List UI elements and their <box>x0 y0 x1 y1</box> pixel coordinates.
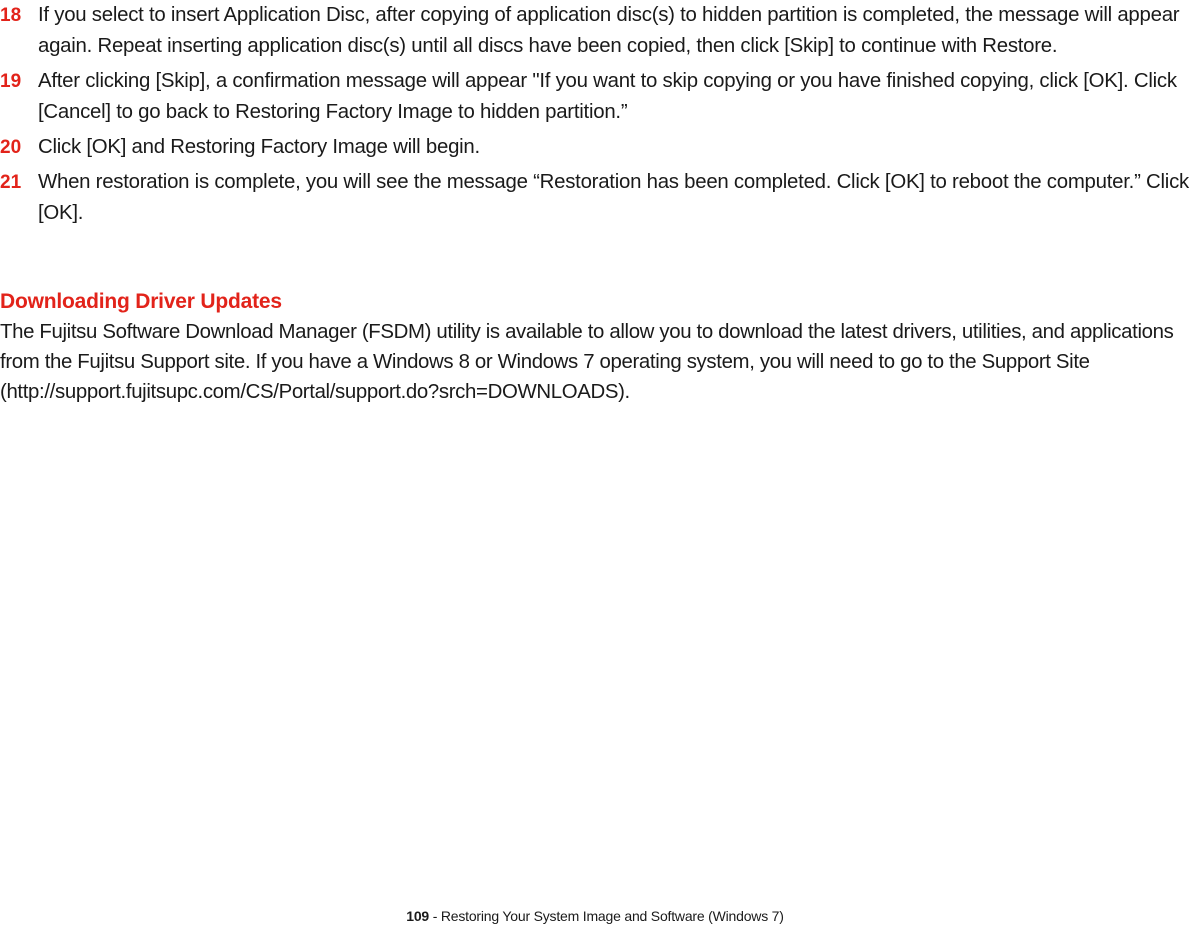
section-paragraph: The Fujitsu Software Download Manager (FSDM) utility is available to allow you to download the latest drivers, utilities, and applications from the Fujitsu Support site. If you have a Windows 8 or Windows 7 operating system, you will need to go to the Support Site (http://support.fujitsupc.com/CS/Portal/support.do?srch=DOWNLOADS). <box>0 321 1174 403</box>
chapter-title: Restoring Your System Image and Software (Windows 7) <box>440 908 784 924</box>
section-heading: Downloading Driver Updates <box>0 290 282 313</box>
step-text: If you select to insert Application Disc, after copying of application disc(s) to hidden partition is completed, the message will appear again. Repeat inserting application disc(s) until all discs have been copied, then click [Skip] to continue with Restore. <box>38 4 1180 57</box>
step-text: After clicking [Skip], a confirmation message will appear "If you want to skip copying or you have finished copying, click [OK]. Click [Cancel] to go back to Restoring Factory Image to hidden partition.” <box>38 70 1177 123</box>
step-20 <box>0 132 1190 163</box>
step-number: 20 <box>0 137 22 158</box>
step-text: When restoration is complete, you will see the message “Restoration has been completed. Click [OK] to reboot the computer.” Click [OK]. <box>38 171 1189 224</box>
step-21 <box>0 167 1190 229</box>
step-18 <box>0 0 1190 62</box>
page-number: 109 <box>406 908 430 924</box>
step-19 <box>0 66 1190 128</box>
numbered-steps <box>0 0 1190 233</box>
step-number: 18 <box>0 5 22 26</box>
step-number: 21 <box>0 172 22 193</box>
page-footer <box>0 906 1190 926</box>
downloading-driver-updates-section <box>0 286 1190 407</box>
step-number: 19 <box>0 71 22 92</box>
footer-separator: - <box>429 908 441 924</box>
step-text: Click [OK] and Restoring Factory Image will begin. <box>38 136 480 158</box>
